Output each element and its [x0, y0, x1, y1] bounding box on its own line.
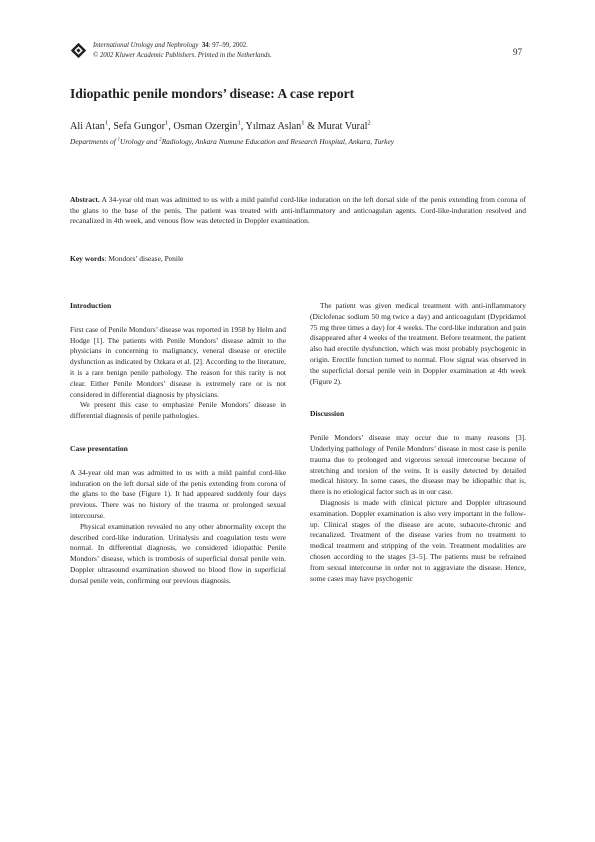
paragraph: Penile Mondors’ disease may occur due to many reasons [3]. Underlying pathology of Penile Mondors’ disease in most case is penile trauma due to prolonged and vigorous sexual intercourse because of stretching and torsion of the veins. It is easily detected by detailed medical history. In some cases, the disease may be idiopathic that is, there is no etiological factor such as in our case. — [310, 433, 526, 497]
affiliation-institution: Radiology, Ankara Numune Education and Research Hospital, Ankara, Turkey — [161, 137, 395, 146]
author-affiliation-mark: 2 — [367, 119, 371, 127]
affiliation-mark: 1 — [117, 137, 121, 143]
left-column — [70, 301, 286, 587]
abstract — [70, 195, 526, 227]
journal-volume: 34 — [201, 42, 209, 49]
author-separator: , — [108, 121, 114, 132]
copyright-line: © 2002 Kluwer Academic Publishers. Printed in the Netherlands. — [93, 51, 272, 59]
author-name: Sefa Gungor — [113, 121, 165, 132]
keywords-label: Key words — [70, 254, 105, 263]
author-affiliation-mark: 1 — [301, 119, 305, 127]
abstract-label: Abstract. — [70, 195, 100, 204]
affiliation-prefix: Departments of — [70, 137, 118, 146]
author-name: Yılmaz Aslan — [245, 121, 302, 132]
article-title: Idiopathic penile mondors’ disease: A case report — [70, 86, 355, 101]
author-affiliation-mark: 1 — [237, 119, 241, 127]
author-name: Osman Ozergin — [173, 121, 238, 132]
right-column — [310, 301, 526, 584]
author-affiliation-mark: 1 — [104, 119, 109, 127]
section-heading-case-presentation: Case presentation — [70, 443, 128, 453]
paragraph: Diagnosis is made with clinical picture and Doppler ultrasound examination. Doppler examination is also very important in the follow-up. Clinical stages of the disease are acute, subacute-chronic and recanalized. Treatment of the disease varies from no treatment to medical treatment and stripping of the vein. Treatment modalities are chosen according to the stages [3–5]. The patients must be refrained from sexual intercourse in order not to aggraviate the disease. Hence, some cases may have psychogenic — [310, 497, 526, 583]
author-separator: , — [168, 121, 174, 132]
journal-header — [93, 41, 272, 60]
author-list — [70, 121, 371, 132]
paragraph: Physical examination revealed no any other abnormality except the described cord-like induration. Urinalysis and coagulation tests were normal. In differential diagnosis, we considered idiopathic Penile Mondors’ disease, which is trombosis of superficial dorsal penile vein. Doppler ultrasound examination showed no blood flow in superficial dorsal penile vein, confirming our previous diagnosis. — [70, 521, 286, 585]
affiliation-mark: 2 — [159, 137, 162, 143]
affiliation-dept: Urology and — [120, 137, 160, 146]
author-affiliation-mark: 1 — [165, 119, 169, 127]
abstract-text: A 34-year old man was admitted to us with a mild painful cord-like induration on the left dorsal side of the penis extending from corona of the glans to the base of the penis. The patient was treated with anti-inflammatory and anticoagulan agents. Cord-like-induration resolved and recanalized in 4th week, and venous flow was detected in Doppler examination. — [70, 195, 526, 226]
author-name: Ali Atan — [70, 121, 105, 132]
author-separator: & — [304, 121, 318, 132]
paragraph: We present this case to emphasize Penile Mondors’ disease in differential diagnosis of penile pathologies. — [70, 400, 286, 421]
section-heading-introduction: Introduction — [70, 301, 112, 310]
journal-name: International Urology and Nephrology — [93, 42, 199, 49]
publisher-logo-icon — [70, 42, 87, 59]
paragraph: First case of Penile Mondors’ disease was reported in 1958 by Helm and Hodge [1]. The patients with Penile Mondors’ disease admit to the physicians in concerning to malignancy, veneral disease or erectile dysfunction as indicated by Ozkara et al. [2]. According to the literature, it is a rare benign penile pathology. The reason for this rarity is not clear. Either Penile Mondors’ disease is extremely rare or is not considered in differential diagnosis by physicians. — [70, 324, 286, 399]
paragraph: A 34-year old man was admitted to us with a mild painful cord-like induration on the left dorsal side of the penis extending from corona of the glans to the base (Figure 1). It had appeared suddenly four days previous. There was no history of the trauma or prolonged sexual intercourse. — [70, 467, 286, 520]
keywords — [70, 254, 183, 263]
author-separator: , — [240, 121, 246, 132]
author-name: Murat Vural — [317, 121, 368, 132]
affiliation — [70, 137, 394, 146]
journal-pages: : 97–99, 2002. — [208, 42, 248, 49]
paragraph: The patient was given medical treatment with anti-inflammatory (Diclofenac sodium 50 mg twice a day) and anticoagulant (Dypridamol 75 mg three times a day) for 4 weeks. The cord-like induration and pain disappeared after 4 weeks of the treatment. Before treatment, the patient also had erectile dysfunction, which was most probably psychogenic in origin. Erectile function turned to normal. Flow signal was observed in the superficial dorsal penile vein in Doppler examination at 4th week (Figure 2). — [310, 301, 526, 386]
page-number: 97 — [513, 47, 522, 57]
section-heading-discussion: Discussion — [310, 409, 345, 419]
keywords-text: : Mondors’ disease, Penile — [104, 254, 184, 263]
